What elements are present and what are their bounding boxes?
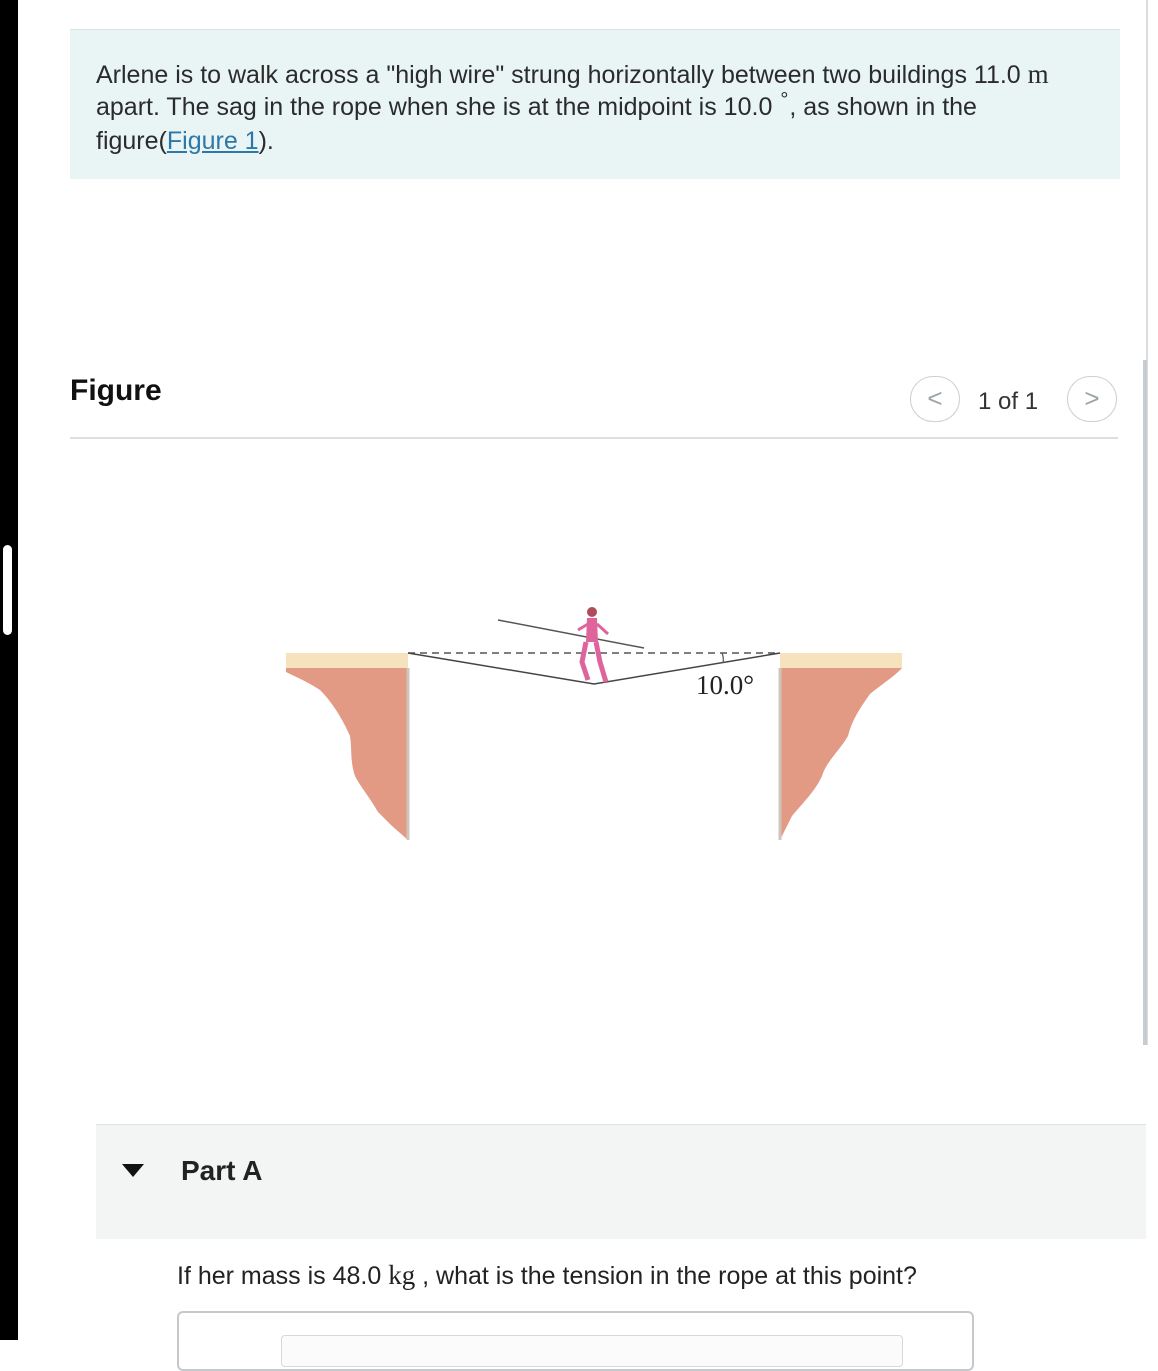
intro-text-middle: apart. The sag in the rope when she is at the midpoint is 10.0: [96, 93, 773, 121]
next-figure-button[interactable]: [1067, 376, 1117, 422]
problem-intro: [70, 30, 1120, 179]
part-a-title[interactable]: Part A: [181, 1155, 263, 1186]
chevron-right-icon: >: [1084, 383, 1100, 413]
left-building: [286, 653, 408, 840]
angle-arc: [722, 653, 723, 663]
degree-symbol: °: [780, 89, 789, 111]
previous-figure-button[interactable]: [910, 376, 960, 422]
chevron-left-icon: <: [927, 383, 943, 413]
figure-page-count: 1 of 1: [978, 388, 1039, 415]
answer-area: [177, 1311, 974, 1371]
high-wire-figure: [270, 590, 920, 860]
side-drag-handle[interactable]: [3, 545, 12, 635]
scrollbar-thumb[interactable]: [1143, 360, 1147, 1045]
question-start: If her mass is 48.0: [177, 1262, 389, 1290]
figure-divider: [70, 437, 1118, 439]
question-end: , what is the tension in the rope at this point?: [415, 1262, 917, 1290]
intro-text-start: Arlene is to walk across a "high wire" strung horizontally between two buildings 11.0: [96, 61, 1028, 89]
mass-unit: kg: [388, 1260, 416, 1290]
collapse-caret-icon[interactable]: [122, 1164, 144, 1177]
right-building: [780, 653, 902, 840]
intro-text-after: , as shown in the figure(: [96, 93, 977, 155]
angle-label: 10.0°: [696, 670, 755, 700]
left-edge-bar: [0, 0, 18, 1340]
figure-link[interactable]: Figure 1: [166, 127, 259, 155]
walker-figure: [498, 607, 644, 682]
distance-unit: m: [1027, 59, 1049, 89]
intro-text-end: ).: [258, 127, 274, 155]
figure-heading: Figure: [70, 374, 162, 407]
question-text: [177, 1260, 917, 1291]
